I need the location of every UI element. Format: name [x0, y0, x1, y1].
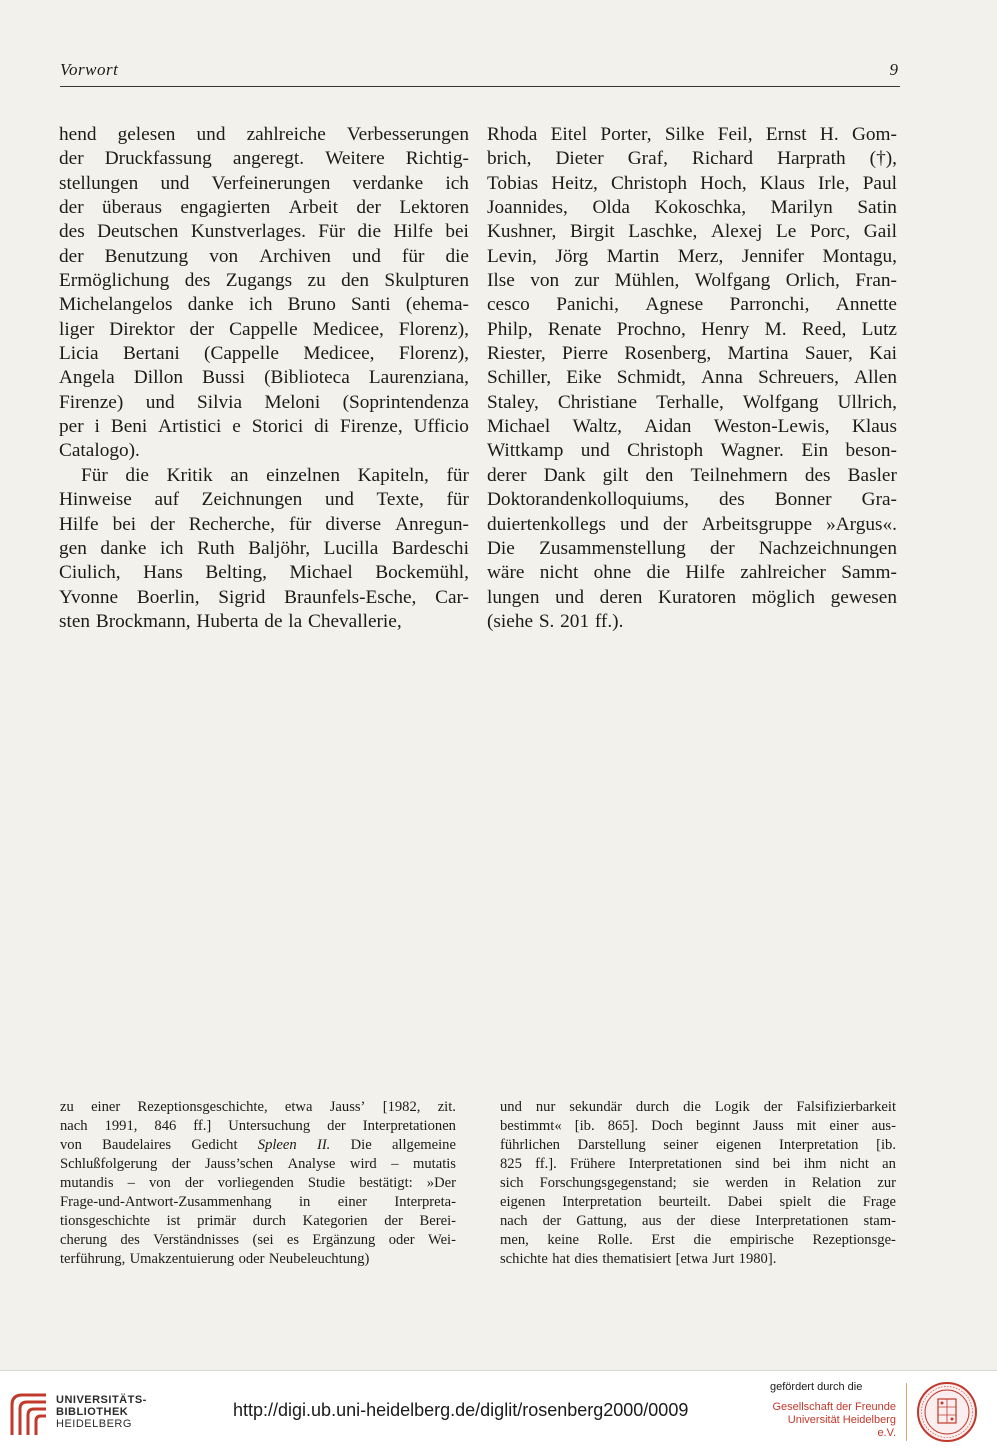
- text-line: der überaus engagierten Arbeit der Lektoren: [59, 197, 469, 219]
- text-line: zu einer Rezeptionsgeschichte, etwa Jauss’ [1982, zit.: [60, 1099, 456, 1115]
- text-line: wäre nicht ohne die Hilfe zahlreicher Samm-: [487, 562, 897, 584]
- text-line: per i Beni Artistici e Storici di Firenze, Ufficio: [59, 416, 469, 438]
- text-line: und nur sekundär durch die Logik der Falsifizierbarkeit: [500, 1099, 896, 1115]
- society-name: [770, 1401, 896, 1440]
- footer-divider: [906, 1383, 907, 1441]
- text-line: Levin, Jörg Martin Merz, Jennifer Montagu,: [487, 245, 897, 267]
- ub-heidelberg-logo-icon: [8, 1391, 50, 1437]
- text-line: Für die Kritik an einzelnen Kapiteln, für: [81, 464, 469, 486]
- text-line: Tobias Heitz, Christoph Hoch, Klaus Irle, Paul: [487, 172, 897, 194]
- text-line: von Baudelaires Gedicht Spleen II. Die allgemeine: [60, 1137, 456, 1153]
- text-line: nach 1991, 846 ff.] Untersuchung der Interpretationen: [60, 1118, 456, 1134]
- text-line: brich, Dieter Graf, Richard Harprath (†),: [487, 148, 897, 170]
- text-line: Kushner, Birgit Laschke, Alexej Le Porc, Gail: [487, 221, 897, 243]
- permalink-url[interactable]: http://digi.ub.uni-heidelberg.de/diglit/rosenberg2000/0009: [233, 1400, 689, 1420]
- text-line: nach der Gattung, aus der diese Interpretationen stam-: [500, 1213, 896, 1229]
- footnote-right-column: [500, 1098, 896, 1269]
- text-line: Riester, Pierre Rosenberg, Martina Sauer, Kai: [487, 343, 897, 365]
- text-line: Doktorandenkolloquiums, des Bonner Gra-: [487, 489, 897, 511]
- text-line: Michael Waltz, Aidan Weston-Lewis, Klaus: [487, 416, 897, 438]
- text-line: 825 ff.]. Frühere Interpretationen sind bei ihm nicht an: [500, 1156, 896, 1172]
- text-line: Ilse von zur Mühlen, Wolfgang Orlich, Fran-: [487, 270, 897, 292]
- text-line: gen danke ich Ruth Baljöhr, Lucilla Bardeschi: [59, 537, 469, 559]
- text-line: Angela Dillon Bussi (Biblioteca Laurenziana,: [59, 367, 469, 389]
- page-number: 9: [889, 60, 898, 79]
- text-line: schichte hat dies thematisiert [etwa Jurt 1980].: [500, 1251, 777, 1267]
- library-name: [56, 1394, 147, 1430]
- text-line: Hilfe bei der Recherche, für diverse Anregun-: [59, 513, 469, 535]
- chapter-title: Vorwort: [60, 60, 119, 79]
- text-line: führlichen Darstellung seiner eigenen Interpretation [ib.: [500, 1137, 896, 1153]
- text-line: Schiller, Eike Schmidt, Anna Schreuers, Allen: [487, 367, 897, 389]
- text-line: (siehe S. 201 ff.).: [487, 610, 624, 632]
- text-line: cherung des Verständnisses (sei es Ergänzung oder Wei-: [60, 1232, 456, 1248]
- footnote-left-column: [60, 1098, 456, 1269]
- text-line: Firenze) und Silvia Meloni (Soprintendenza: [59, 391, 469, 413]
- left-text-column: [59, 123, 469, 634]
- text-line: men, keine Rolle. Erst die empirische Rezeptionsge-: [500, 1232, 896, 1248]
- text-line: Frage-und-Antwort-Zusammenhang in einer Interpreta-: [60, 1194, 456, 1210]
- right-text-column: [487, 123, 897, 634]
- text-line: hend gelesen und zahlreiche Verbesserungen: [59, 124, 469, 145]
- university-seal-icon: [916, 1381, 978, 1443]
- text-line: Licia Bertani (Cappelle Medicee, Florenz),: [59, 343, 469, 365]
- text-line: liger Direktor der Cappelle Medicee, Florenz),: [59, 318, 469, 340]
- text-line: Schlußfolgerung der Jauss’schen Analyse wird – mutatis: [60, 1156, 456, 1172]
- text-line: sten Brockmann, Huberta de la Chevallerie,: [59, 610, 402, 632]
- text-line: Wittkamp und Christoph Wagner. Ein beson-: [487, 440, 897, 462]
- text-line: eigenen Interpretation beurteilt. Dabei spielt die Frage: [500, 1194, 896, 1210]
- text-line: Staley, Christiane Terhalle, Wolfgang Ullrich,: [487, 391, 897, 413]
- text-line: Rhoda Eitel Porter, Silke Feil, Ernst H. Gom-: [487, 124, 897, 145]
- text-line: Hinweise auf Zeichnungen und Texte, für: [59, 489, 469, 511]
- text-line: bestimmt« [ib. 865]. Doch beginnt Jauss mit einer aus-: [500, 1118, 896, 1134]
- text-line: duiertenkollegs und der Arbeitsgruppe »Argus«.: [487, 513, 897, 535]
- funded-by-label: gefördert durch die: [770, 1381, 863, 1393]
- running-head: [60, 60, 900, 87]
- text-line: stellungen und Verfeinerungen verdanke ich: [59, 172, 469, 194]
- library-name-line1: UNIVERSITÄTS-: [56, 1394, 147, 1406]
- text-line: terführung, Umakzentuierung oder Neubeleuchtung): [60, 1251, 370, 1267]
- text-line: Ciulich, Hans Belting, Michael Bockemühl,: [59, 562, 469, 584]
- society-name-line1: Gesellschaft der Freunde: [772, 1401, 896, 1413]
- text-line: derer Dank gilt den Teilnehmern des Basler: [487, 464, 897, 486]
- society-name-line2: Universität Heidelberg e.V.: [787, 1414, 896, 1439]
- text-line: Catalogo).: [59, 440, 140, 462]
- text-line: Ermöglichung des Zugangs zu den Skulpturen: [59, 270, 469, 292]
- text-line: Yvonne Boerlin, Sigrid Braunfels-Esche, Car-: [59, 586, 469, 608]
- text-line: Joannides, Olda Kokoschka, Marilyn Satin: [487, 197, 897, 219]
- text-line: Michelangelos danke ich Bruno Santi (ehema-: [59, 294, 469, 316]
- library-name-line3: HEIDELBERG: [56, 1418, 132, 1430]
- text-line: der Druckfassung angeregt. Weitere Richtig-: [59, 148, 469, 170]
- text-line: lungen und deren Kuratoren möglich gewesen: [487, 586, 897, 608]
- library-name-line2: BIBLIOTHEK: [56, 1406, 129, 1418]
- text-line: der Benutzung von Archiven und für die: [59, 245, 469, 267]
- digitization-footer: [0, 1370, 997, 1451]
- text-line: cesco Panichi, Agnese Parronchi, Annette: [487, 294, 897, 316]
- text-line: des Deutschen Kunstverlages. Für die Hilfe bei: [59, 221, 469, 243]
- text-line: tionsgeschichte ist primär durch Kategorien der Berei-: [60, 1213, 456, 1229]
- text-line: mutandis – von der vorliegenden Studie bestätigt: »Der: [60, 1175, 456, 1191]
- text-line: Philp, Renate Prochno, Henry M. Reed, Lutz: [487, 318, 897, 340]
- text-line: Die Zusammenstellung der Nachzeichnungen: [487, 537, 897, 559]
- text-line: sich Forschungsgegenstand; sie werden in Relation zur: [500, 1175, 896, 1191]
